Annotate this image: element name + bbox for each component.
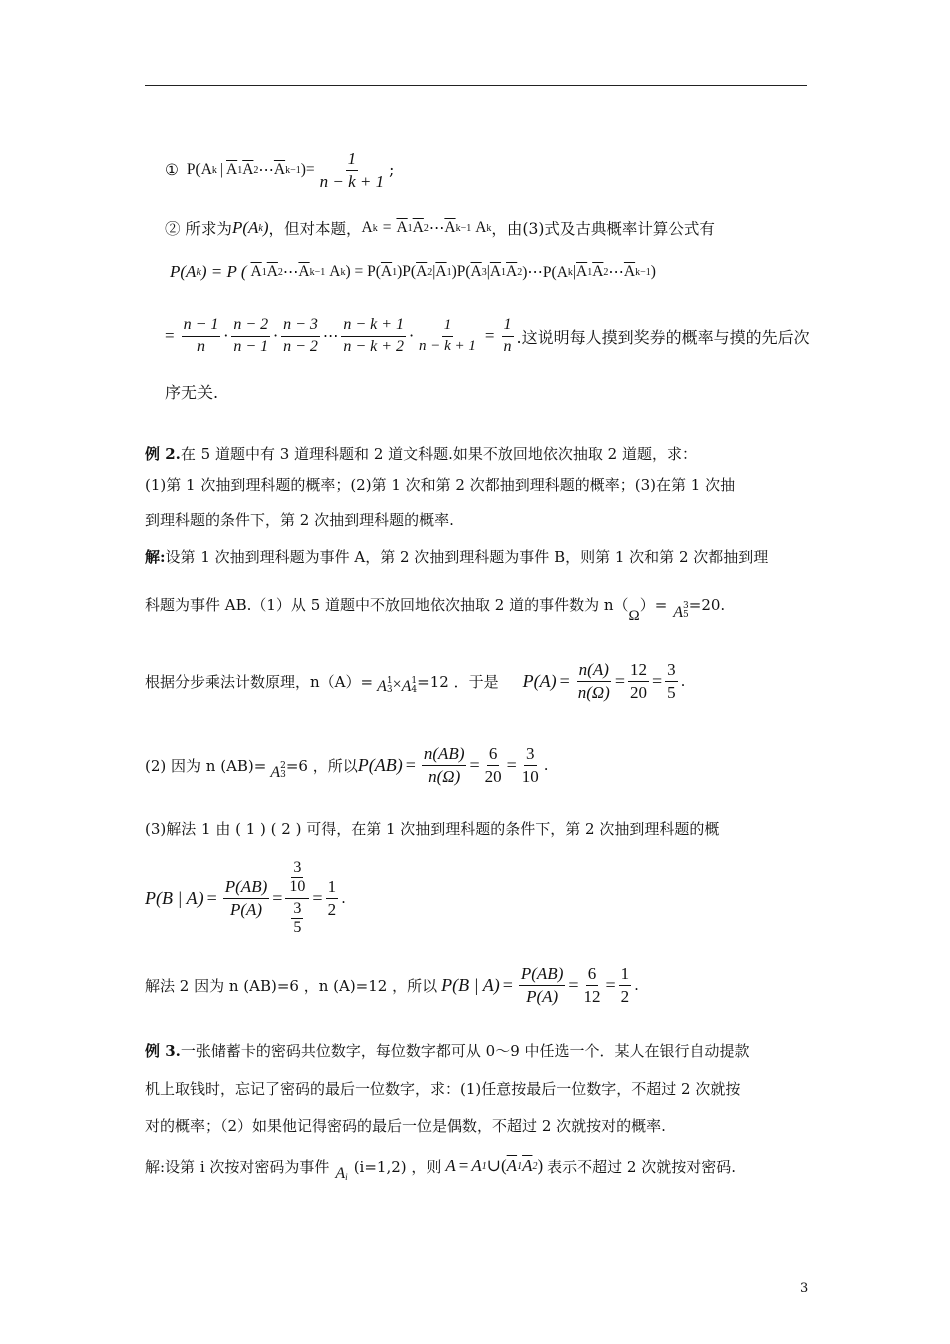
solution-line-2: 科题为事件 AB.（1）从 5 道题中不放回地依次抽取 2 道的事件数为 n（ Ω ）= A 3 5 =20. [145,595,726,624]
formula-line-4: = $\frac{n - 1}{n}$ · $\frac{n - 2}{n - 1}$ · $\frac{n - 3}{n - 2}$ ⋯ $\frac{n - k + 1}{n - k + 2}$ · $\frac{1}{n - k + 1}$ = $\frac{1}{n}$ .这说明每人摸到奖券的概率与摸的先后次 [165,316,810,355]
example-3-line-3: 对的概率；（2）如果他记得密码的最后一位是偶数，不超过 2 次就按对的概率. [145,1117,666,1135]
probability-line-2: (2) 因为 n (AB)= A 2 3 =6 ，所以 P(AB) = $\frac{n(AB)}{n(\Omega)}$ = $\frac{6}{20}$ = $\frac{3}{10}$ . [145,743,549,786]
page-number: 3 [800,1281,809,1296]
conditional-formula-1: P(B | A) = $\frac{P(AB)}{P(A)}$ = 3 10 3 5 = $\frac{1}{2}$ . [145,858,346,936]
solution-line-1: 解:设第 1 次抽到理科题为事件 A，第 2 次抽到理科题为事件 B，则第 1 次和第 2 次都抽到理 [145,548,769,566]
formula-line-2: ② 所求为 P(A k ) ，但对本题， A k = $\overline{A}$ 1 $\overline{A}$ 2 ⋯ $\overline{A}$ k−1 A k ，由(3)式及古典概率计算公式有 [165,218,715,238]
example-2-line-3: 到理科题的条件下，第 2 次抽到理科题的概率. [145,511,454,529]
example-3-line-2: 机上取钱时，忘记了密码的最后一位数字，求：(1)任意按最后一位数字，不超过 2 次就按 [145,1080,741,1098]
example-2-line-1: 例 2.在 5 道题中有 3 道理科题和 2 道文科题.如果不放回地依次抽取 2 道题，求： [145,445,697,463]
method-2-line: 解法 2 因为 n (AB)=6 ，n (A)=12 ，所以 P(B | A) = $\frac{P(AB)}{P(A)}$ = $\frac{6}{12}$ = $\frac{1}{2}$ . [145,963,639,1006]
example-2-line-2: (1)第 1 次抽到理科题的概率；(2)第 1 次和第 2 次都抽到理科题的概率；(3)在第 1 次抽 [145,476,736,494]
text-line: 序无关. [165,383,219,402]
fraction: $\frac{1}{n - k + 1}$ [319,148,385,191]
example-title: 例 3. [145,1042,181,1060]
example-3-solution: 解:设第 i 次按对密码为事件 A i (i=1,2) ，则 A = A 1 ∪( $\overline{A}$ 1 $\overline{A}$ 2 ) 表示不超过 2 次就按对密码. [145,1156,736,1182]
circled-one: ① [165,161,179,179]
probability-line-1: 根据分步乘法计数原理，n（A）= A 1 3 × A 1 4 =12 ．于是 P(A) = $\frac{n(A)}{n(\Omega)}$ = $\frac{12}{20}$ = $\frac{3}{5}$ . [145,659,686,702]
example-3-line-1: 例 3.一张储蓄卡的密码共位数字，每位数字都可从 0～9 中任选一个．某人在银行自动提款 [145,1042,750,1060]
example-title: 例 2. [145,445,181,463]
formula-line-1: ① P(A k | $\overline{A}$ 1 $\overline{A}$ 2 ⋯ $\overline{A}$ k−1 )= $\frac{1}{n - k + 1}$ ; [165,148,395,191]
method-1-line: (3)解法 1 由 ( 1 ) ( 2 ) 可得，在第 1 次抽到理科题的条件下，第 2 次抽到理科题的概 [145,820,720,838]
formula-line-3: P(A k ) = P ( $\overline{A}$ 1 $\overline{A}$ 2 ⋯ $\overline{A}$ k−1 A k ) = P( $\overline{A}$ 1 )P( $\overline{A}$ 2 | $\overline{A}$ 1 )P( $\overline{A}$ 3 | $\overline{A}$ 1 $\overline{A}$ 2 )⋯P(A k | $\overline{A}$ 1 $\overline{A}$ 2 ⋯ $\overline{A}$ k−1 ) [170,262,656,281]
header-rule [145,85,807,86]
